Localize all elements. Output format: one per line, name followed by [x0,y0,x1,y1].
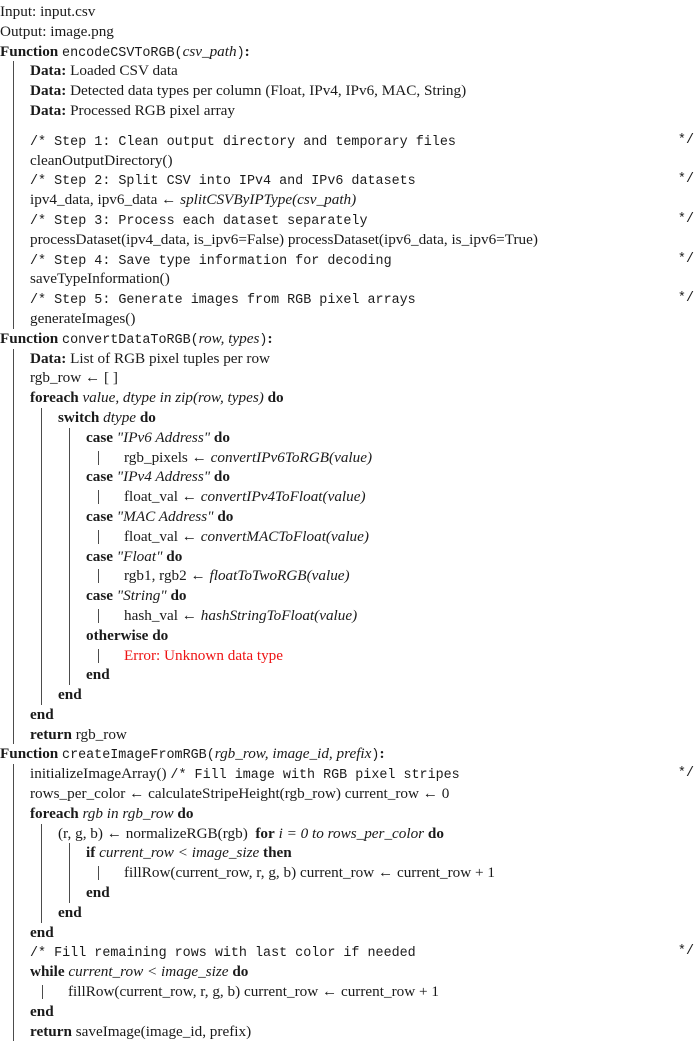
comment-text: /* Fill image with RGB pixel stripes [170,768,460,784]
foreach-keyword: foreach [30,389,79,407]
output-label: Output: [0,22,47,40]
comment-text: /* Step 2: Split CSV into IPv4 and IPv6 datasets [30,174,416,190]
function-name: convertDataToRGB [62,332,191,348]
do-keyword: do [213,428,230,446]
comment-end: */ [677,172,694,188]
do-keyword: do [217,507,234,525]
for-keyword: for [255,824,275,842]
end-line [0,685,694,705]
end-line [0,1002,694,1022]
for-condition: i = 0 to rows_per_color [278,824,425,842]
statement-line [0,269,694,289]
fill-row-text: fillRow(current_row, r, g, b) current_row ← current_row + 1 [124,864,495,882]
end-keyword: end [58,686,82,704]
foreach-line [0,804,694,824]
end-line [0,883,694,903]
data-decl-line [0,349,694,369]
case-line [0,467,694,487]
return-value: saveImage(image_id, prefix) [75,1022,252,1040]
data-decl-line [0,81,694,101]
while-body-text: fillRow(current_row, r, g, b) current_row ← current_row + 1 [68,983,439,1001]
foreach-line [0,388,694,408]
comment-line-step4 [0,250,694,270]
fill-row-line [0,863,694,883]
do-keyword: do [232,963,249,981]
do-keyword: do [139,408,156,426]
assign-lhs: rgb_pixels [124,448,188,466]
while-line [0,962,694,982]
end-line [0,665,694,685]
end-keyword: end [30,705,54,723]
statement-line [0,368,694,388]
init-comment-line [0,764,694,784]
case-body-line: hash_val ← hashStringToFloat(value) [0,606,694,626]
assign-lhs: float_val [124,488,178,506]
function-name: encodeCSVToRGB [62,45,175,61]
assign-lhs: ipv4_data, ipv6_data [30,191,158,209]
comment-line-step3 [0,210,694,230]
switch-variable: dtype [103,408,137,426]
comment-line-step5 [0,289,694,309]
function-args: rgb_row, image_id, prefix [214,745,372,763]
tail-comment-line [0,942,694,962]
do-keyword: do [267,389,284,407]
data-keyword: Data: [30,349,67,367]
output-line [0,22,694,42]
input-line [0,2,694,22]
return-keyword: return [30,725,72,743]
function-args: csv_path [182,42,237,60]
case-body-line: rgb_pixels ← convertIPv6ToRGB(value) [0,448,694,468]
otherwise-keyword: otherwise [86,626,149,644]
case-body-line: float_val ← convertMACToFloat(value) [0,527,694,547]
end-keyword: end [86,666,110,684]
return-keyword: return [30,1022,72,1040]
rows-per-color-text: rows_per_color ← calculateStripeHeight(rgb_row) current_row ← 0 [30,785,450,803]
function-name: createImageFromRGB [62,748,207,764]
if-condition: current_row < image_size [99,844,260,862]
function-keyword: Function [0,329,59,347]
case-label: "IPv4 Address" [116,468,211,486]
call-args: value [327,488,361,506]
input-value: input.csv [40,3,96,20]
otherwise-body-line [0,646,694,666]
for-line [0,824,694,844]
data-decl-text: Processed RGB pixel array [70,101,235,119]
if-line [0,843,694,863]
call-name: convertIPv4ToFloat [200,488,323,506]
comment-end: */ [677,132,694,148]
statement-text: processDataset(ipv4_data, is_ipv6=False) processDataset(ipv6_data, is_ipv6=True) [30,230,538,248]
function-header-encodecsvtorgb: Function encodeCSVToRGB(csv_path): [0,42,250,61]
case-label: "Float" [116,547,163,565]
statement-text: saveTypeInformation() [30,270,170,288]
foreach-condition: rgb in rgb_row [82,804,174,822]
function-header-createimagefromrgb: Function createImageFromRGB(rgb_row, image_id, prefix): [0,745,385,764]
call-args: csv_path [297,191,352,209]
do-keyword: do [166,547,183,565]
function-keyword: Function [0,745,59,763]
assign-lhs: hash_val [124,606,178,624]
data-keyword: Data: [30,101,67,119]
case-body-line: rgb1, rgb2 ← floatToTwoRGB(value) [0,566,694,586]
statement-line [0,309,694,329]
data-decl-text: List of RGB pixel tuples per row [70,349,271,367]
comment-text: /* Step 5: Generate images from RGB pixel arrays [30,293,416,309]
case-label: "IPv6 Address" [116,428,211,446]
input-label: Input: [0,3,37,20]
then-keyword: then [263,844,292,862]
end-line [0,705,694,725]
comment-end: */ [677,766,694,782]
case-keyword: case [86,587,113,605]
statement-line [0,784,694,804]
return-line [0,725,694,745]
return-value: rgb_row [75,725,127,743]
function-args: row, types [198,329,260,347]
comment-line-step1 [0,131,694,151]
call-name: splitCSVByIPType [180,191,293,209]
case-keyword: case [86,468,113,486]
comment-text: /* Step 1: Clean output directory and temporary files [30,134,456,150]
data-decl-line [0,61,694,81]
do-keyword: do [170,587,187,605]
if-keyword: if [86,844,96,862]
comment-text: /* Step 3: Process each dataset separately [30,213,368,229]
comment-text: /* Fill remaining rows with last color if needed [30,946,416,962]
end-keyword: end [86,884,110,902]
statement-text: cleanOutputDirectory() [30,151,173,169]
comment-end: */ [677,944,694,960]
case-line [0,586,694,606]
comment-line-step2 [0,170,694,190]
data-decl-text: Detected data types per column (Float, IPv4, IPv6, MAC, String) [70,82,467,100]
data-keyword: Data: [30,82,67,100]
call-args: value [311,567,345,585]
do-keyword: do [177,804,194,822]
function-keyword: Function [0,42,59,60]
end-keyword: end [30,1002,54,1020]
case-label: "String" [116,587,167,605]
switch-keyword: switch [58,408,100,426]
statement-text: generateImages() [30,309,136,327]
comment-end: */ [677,291,694,307]
case-line [0,547,694,567]
foreach-condition: value, dtype in zip(row, types) [82,389,264,407]
case-body-line: float_val ← convertIPv4ToFloat(value) [0,487,694,507]
data-decl-line [0,101,694,121]
end-keyword: end [30,923,54,941]
data-decl-text: Loaded CSV data [70,62,178,80]
return-line [0,1022,694,1041]
init-call: initializeImageArray() [30,765,167,783]
switch-line [0,408,694,428]
call-name: convertMACToFloat [200,527,326,545]
while-body-line [0,982,694,1002]
init-text: rgb_row ← [ ] [30,369,118,387]
comment-end: */ [677,251,694,267]
call-args: value [330,527,364,545]
while-keyword: while [30,963,65,981]
otherwise-line [0,626,694,646]
case-line [0,507,694,527]
comment-text: /* Step 4: Save type information for decoding [30,253,392,269]
statement-line [0,151,694,171]
assign-lhs: float_val [124,527,178,545]
call-name: hashStringToFloat [200,606,315,624]
foreach-keyword: foreach [30,804,79,822]
output-value: image.png [50,22,114,40]
case-keyword: case [86,547,113,565]
end-line [0,923,694,943]
call-args: value [334,448,367,466]
while-condition: current_row < image_size [68,963,229,981]
data-keyword: Data: [30,62,67,80]
case-keyword: case [86,428,113,446]
comment-end: */ [677,211,694,227]
statement-line: ipv4_data, ipv6_data ← splitCSVByIPType(csv_path) [0,190,694,210]
assign-lhs: rgb1, rgb2 [124,567,187,585]
end-line [0,903,694,923]
do-keyword: do [152,626,169,644]
call-name: floatToTwoRGB [209,567,307,585]
do-keyword: do [213,468,230,486]
call-name: convertIPv6ToRGB [210,448,330,466]
normalize-text: (r, g, b) ← normalizeRGB(rgb) [58,824,248,842]
call-args: value [319,606,353,624]
statement-line [0,230,694,250]
case-keyword: case [86,507,113,525]
error-text: Error: Unknown data type [124,646,284,664]
function-header-convertdatatorgb: Function convertDataToRGB(row, types): [0,329,273,348]
case-label: "MAC Address" [116,507,214,525]
do-keyword: do [427,824,444,842]
case-line [0,428,694,448]
end-keyword: end [58,903,82,921]
spacer [0,121,694,131]
